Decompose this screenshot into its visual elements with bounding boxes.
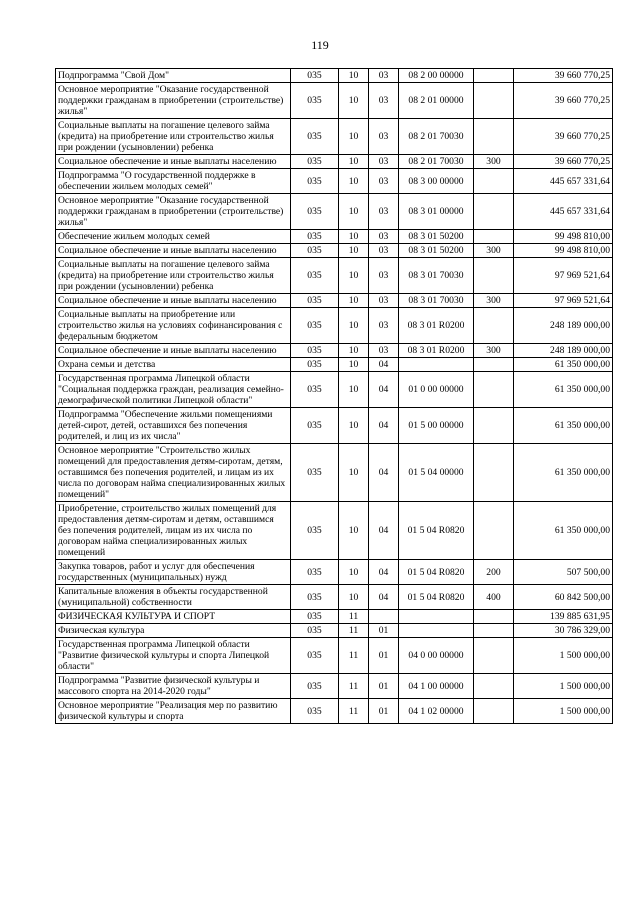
table-row <box>56 119 613 155</box>
row-ministry-code: 035 <box>291 119 339 155</box>
row-target-article: 04 1 02 00000 <box>399 699 474 724</box>
row-section: 10 <box>339 258 369 294</box>
row-subsection: 01 <box>369 624 399 638</box>
row-ministry-code: 035 <box>291 344 339 358</box>
row-ministry-code: 035 <box>291 258 339 294</box>
row-subsection: 03 <box>369 69 399 83</box>
row-ministry-code: 035 <box>291 502 339 560</box>
row-subsection: 03 <box>369 344 399 358</box>
row-ministry-code: 035 <box>291 169 339 194</box>
row-subsection: 04 <box>369 585 399 610</box>
row-section: 10 <box>339 244 369 258</box>
row-ministry-code: 035 <box>291 294 339 308</box>
row-expense-kind <box>474 83 514 119</box>
row-target-article: 08 2 01 00000 <box>399 83 474 119</box>
row-amount: 1 500 000,00 <box>514 638 613 674</box>
row-ministry-code: 035 <box>291 83 339 119</box>
row-section: 10 <box>339 408 369 444</box>
row-expense-kind <box>474 119 514 155</box>
row-expense-kind: 400 <box>474 585 514 610</box>
row-expense-kind <box>474 638 514 674</box>
row-section: 10 <box>339 83 369 119</box>
row-expense-kind <box>474 502 514 560</box>
row-amount: 39 660 770,25 <box>514 69 613 83</box>
table-row <box>56 585 613 610</box>
table-row <box>56 294 613 308</box>
row-subsection: 03 <box>369 83 399 119</box>
row-amount: 507 500,00 <box>514 560 613 585</box>
row-section: 11 <box>339 610 369 624</box>
row-subsection: 03 <box>369 169 399 194</box>
row-ministry-code: 035 <box>291 674 339 699</box>
row-section: 10 <box>339 560 369 585</box>
row-expense-kind <box>474 699 514 724</box>
row-target-article: 08 3 01 50200 <box>399 244 474 258</box>
row-target-article: 01 5 04 R0820 <box>399 560 474 585</box>
table-row <box>56 358 613 372</box>
row-subsection: 03 <box>369 119 399 155</box>
table-row <box>56 624 613 638</box>
row-section: 10 <box>339 344 369 358</box>
row-section: 10 <box>339 69 369 83</box>
row-target-article: 04 1 00 00000 <box>399 674 474 699</box>
row-expense-kind: 300 <box>474 155 514 169</box>
row-subsection: 03 <box>369 308 399 344</box>
row-name: ФИЗИЧЕСКАЯ КУЛЬТУРА И СПОРТ <box>56 610 291 624</box>
row-name: Охрана семьи и детства <box>56 358 291 372</box>
row-name: Подпрограмма "Развитие физической культуры и массового спорта на 2014-2020 годы" <box>56 674 291 699</box>
row-ministry-code: 035 <box>291 194 339 230</box>
row-name: Подпрограмма "Обеспечение жильми помещениями детей-сирот, детей, оставшихся без попечения родителей, и лиц из их числа" <box>56 408 291 444</box>
row-subsection: 04 <box>369 560 399 585</box>
row-subsection: 03 <box>369 294 399 308</box>
row-name: Основное мероприятие "Строительство жилых помещений для предоставления детям-сиротам, детям, оставшимся без попечения родителей, и лицам из их числа по договорам найма специализированных жилых помещений" <box>56 444 291 502</box>
row-expense-kind <box>474 69 514 83</box>
row-target-article <box>399 624 474 638</box>
row-subsection: 04 <box>369 372 399 408</box>
table-row <box>56 699 613 724</box>
row-name: Социальные выплаты на погашение целевого займа (кредита) на приобретение или строительство жилья при рождении (усыновлении) ребенка <box>56 119 291 155</box>
table-row <box>56 155 613 169</box>
row-name: Подпрограмма "О государственной поддержке в обеспечении жильем молодых семей" <box>56 169 291 194</box>
row-section: 10 <box>339 444 369 502</box>
table-row <box>56 408 613 444</box>
row-expense-kind <box>474 610 514 624</box>
row-section: 11 <box>339 624 369 638</box>
row-amount: 30 786 329,00 <box>514 624 613 638</box>
row-section: 10 <box>339 308 369 344</box>
row-expense-kind <box>474 408 514 444</box>
row-target-article: 08 2 01 70030 <box>399 155 474 169</box>
table-row <box>56 169 613 194</box>
row-target-article: 08 3 01 R0200 <box>399 344 474 358</box>
row-section: 10 <box>339 294 369 308</box>
row-name: Приобретение, строительство жилых помещений для предоставления детям-сиротам и детям, оставшимся без попечения родителей, лицам из их числа по договорам найма специализированных жилых помещений <box>56 502 291 560</box>
row-name: Социальное обеспечение и иные выплаты населению <box>56 244 291 258</box>
row-expense-kind <box>474 194 514 230</box>
row-ministry-code: 035 <box>291 69 339 83</box>
row-target-article: 08 3 00 00000 <box>399 169 474 194</box>
row-name: Социальное обеспечение и иные выплаты населению <box>56 344 291 358</box>
row-ministry-code: 035 <box>291 408 339 444</box>
row-expense-kind <box>474 169 514 194</box>
table-row <box>56 344 613 358</box>
row-amount: 39 660 770,25 <box>514 83 613 119</box>
row-name: Социальные выплаты на приобретение или строительство жилья на условиях софинансирования с федеральным бюджетом <box>56 308 291 344</box>
row-section: 10 <box>339 585 369 610</box>
row-amount: 97 969 521,64 <box>514 294 613 308</box>
budget-table <box>55 68 613 724</box>
row-subsection: 04 <box>369 358 399 372</box>
row-expense-kind <box>474 624 514 638</box>
row-section: 10 <box>339 169 369 194</box>
row-amount: 97 969 521,64 <box>514 258 613 294</box>
row-section: 10 <box>339 230 369 244</box>
table-row <box>56 244 613 258</box>
row-expense-kind <box>474 358 514 372</box>
row-name: Государственная программа Липецкой области "Развитие физической культуры и спорта Липецкой области" <box>56 638 291 674</box>
row-expense-kind: 300 <box>474 294 514 308</box>
page-number: 119 <box>311 38 329 52</box>
row-amount: 61 350 000,00 <box>514 502 613 560</box>
row-subsection: 03 <box>369 244 399 258</box>
row-name: Подпрограмма "Свой Дом" <box>56 69 291 83</box>
row-name: Социальное обеспечение и иные выплаты населению <box>56 155 291 169</box>
row-target-article <box>399 610 474 624</box>
row-subsection: 04 <box>369 502 399 560</box>
table-row <box>56 444 613 502</box>
row-ministry-code: 035 <box>291 372 339 408</box>
row-target-article: 01 0 00 00000 <box>399 372 474 408</box>
row-ministry-code: 035 <box>291 638 339 674</box>
row-section: 10 <box>339 502 369 560</box>
row-expense-kind: 200 <box>474 560 514 585</box>
row-expense-kind <box>474 308 514 344</box>
row-name: Основное мероприятие "Оказание государственной поддержки гражданам в приобретении (строительстве) жилья" <box>56 194 291 230</box>
row-name: Социальное обеспечение и иные выплаты населению <box>56 294 291 308</box>
row-expense-kind <box>474 372 514 408</box>
table-row <box>56 69 613 83</box>
row-expense-kind: 300 <box>474 244 514 258</box>
row-subsection: 01 <box>369 674 399 699</box>
row-ministry-code: 035 <box>291 155 339 169</box>
row-amount: 445 657 331,64 <box>514 169 613 194</box>
table-row <box>56 674 613 699</box>
row-expense-kind <box>474 230 514 244</box>
row-subsection: 03 <box>369 194 399 230</box>
row-target-article: 04 0 00 00000 <box>399 638 474 674</box>
row-ministry-code: 035 <box>291 624 339 638</box>
table-row <box>56 560 613 585</box>
row-amount: 61 350 000,00 <box>514 444 613 502</box>
row-amount: 39 660 770,25 <box>514 155 613 169</box>
row-section: 10 <box>339 194 369 230</box>
row-ministry-code: 035 <box>291 358 339 372</box>
row-ministry-code: 035 <box>291 244 339 258</box>
row-target-article: 08 3 01 00000 <box>399 194 474 230</box>
row-ministry-code: 035 <box>291 444 339 502</box>
row-amount: 61 350 000,00 <box>514 372 613 408</box>
row-amount: 248 189 000,00 <box>514 308 613 344</box>
row-target-article: 08 2 01 70030 <box>399 119 474 155</box>
table-row <box>56 610 613 624</box>
row-section: 11 <box>339 674 369 699</box>
row-amount: 139 885 631,95 <box>514 610 613 624</box>
row-target-article: 01 5 00 00000 <box>399 408 474 444</box>
row-amount: 61 350 000,00 <box>514 358 613 372</box>
row-expense-kind: 300 <box>474 344 514 358</box>
row-subsection: 01 <box>369 638 399 674</box>
row-name: Социальные выплаты на погашение целевого займа (кредита) на приобретение или строительство жилья при рождении (усыновлении) ребенка <box>56 258 291 294</box>
table-row <box>56 638 613 674</box>
row-section: 10 <box>339 372 369 408</box>
row-target-article: 08 3 01 70030 <box>399 294 474 308</box>
row-amount: 99 498 810,00 <box>514 244 613 258</box>
row-subsection: 04 <box>369 444 399 502</box>
row-amount: 39 660 770,25 <box>514 119 613 155</box>
row-name: Государственная программа Липецкой области "Социальная поддержка граждан, реализация семейно-демографической политики Липецкой области" <box>56 372 291 408</box>
row-ministry-code: 035 <box>291 308 339 344</box>
table-row <box>56 230 613 244</box>
row-name: Обеспечение жильем молодых семей <box>56 230 291 244</box>
row-ministry-code: 035 <box>291 610 339 624</box>
row-subsection: 01 <box>369 699 399 724</box>
row-amount: 60 842 500,00 <box>514 585 613 610</box>
row-name: Капитальные вложения в объекты государственной (муниципальной) собственности <box>56 585 291 610</box>
row-amount: 445 657 331,64 <box>514 194 613 230</box>
row-subsection: 03 <box>369 155 399 169</box>
row-amount: 99 498 810,00 <box>514 230 613 244</box>
row-subsection <box>369 610 399 624</box>
row-ministry-code: 035 <box>291 699 339 724</box>
row-target-article: 01 5 04 R0820 <box>399 585 474 610</box>
row-target-article: 01 5 04 R0820 <box>399 502 474 560</box>
row-target-article: 01 5 04 00000 <box>399 444 474 502</box>
row-ministry-code: 035 <box>291 585 339 610</box>
row-amount: 1 500 000,00 <box>514 674 613 699</box>
row-expense-kind <box>474 258 514 294</box>
row-target-article <box>399 358 474 372</box>
row-expense-kind <box>474 444 514 502</box>
row-section: 10 <box>339 155 369 169</box>
table-row <box>56 83 613 119</box>
row-target-article: 08 3 01 50200 <box>399 230 474 244</box>
table-row <box>56 372 613 408</box>
row-name: Основное мероприятие "Реализация мер по развитию физической культуры и спорта <box>56 699 291 724</box>
row-amount: 61 350 000,00 <box>514 408 613 444</box>
row-target-article: 08 3 01 R0200 <box>399 308 474 344</box>
row-subsection: 04 <box>369 408 399 444</box>
row-name: Физическая культура <box>56 624 291 638</box>
table-row <box>56 194 613 230</box>
row-expense-kind <box>474 674 514 699</box>
row-name: Основное мероприятие "Оказание государственной поддержки гражданам в приобретении (строительстве) жилья" <box>56 83 291 119</box>
row-ministry-code: 035 <box>291 230 339 244</box>
table-row <box>56 502 613 560</box>
row-section: 10 <box>339 119 369 155</box>
row-subsection: 03 <box>369 230 399 244</box>
row-subsection: 03 <box>369 258 399 294</box>
row-amount: 1 500 000,00 <box>514 699 613 724</box>
row-target-article: 08 2 00 00000 <box>399 69 474 83</box>
row-section: 11 <box>339 699 369 724</box>
row-amount: 248 189 000,00 <box>514 344 613 358</box>
table-row <box>56 258 613 294</box>
table-row <box>56 308 613 344</box>
row-section: 11 <box>339 638 369 674</box>
row-ministry-code: 035 <box>291 560 339 585</box>
row-target-article: 08 3 01 70030 <box>399 258 474 294</box>
row-name: Закупка товаров, работ и услуг для обеспечения государственных (муниципальных) нужд <box>56 560 291 585</box>
row-section: 10 <box>339 358 369 372</box>
